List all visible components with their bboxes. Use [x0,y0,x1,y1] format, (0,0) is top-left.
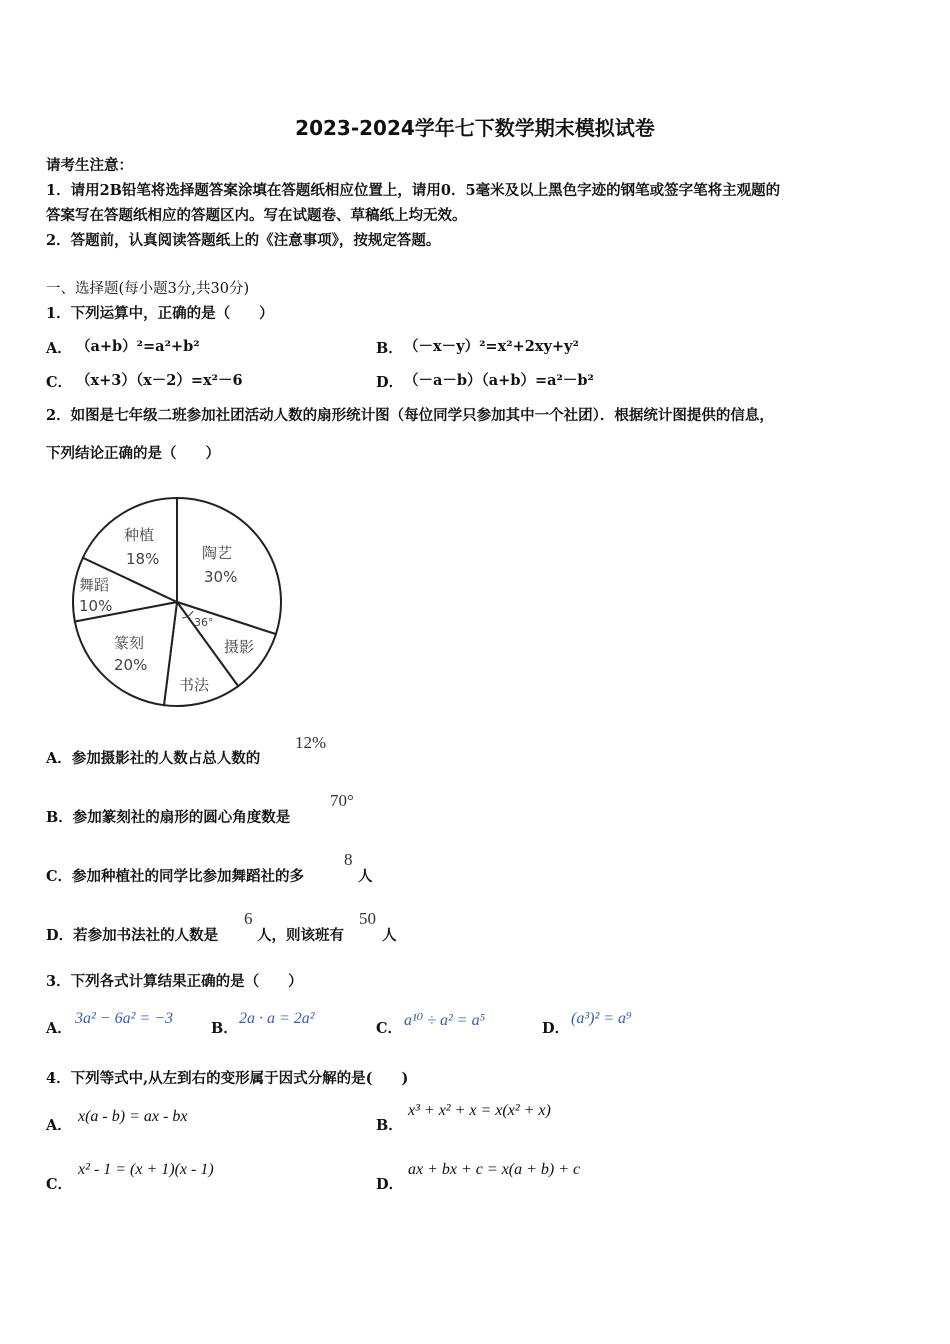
q1-c-label: C． [46,374,73,391]
section-heading: 一、选择题(每小题3分,共30分) [46,281,250,297]
q2-c-tail: 人 [358,868,373,885]
label-zhongzhi-pct: 18% [126,550,160,568]
label-shufa-name: 书法 [179,676,210,694]
q2-option-a: A．参加摄影社的人数占总人数的 [46,750,261,767]
q1-d-text: （－a－b）（a+b）=a²－b² [404,372,594,389]
q1-d-label: D． [376,374,404,391]
label-wudao-name: 舞蹈 [79,576,110,594]
label-zhuanke-name: 篆刻 [114,634,145,652]
label-taoyi-pct: 30% [204,568,238,586]
q2-a-value: 12% [295,733,327,752]
q2-option-c: C．参加种植社的同学比参加舞蹈社的多 [46,868,305,885]
q4-b-expr: x³ + x² + x = x(x² + x) [408,1102,551,1119]
q4-d-expr: ax + bx + c = x(a + b) + c [408,1161,581,1178]
q2-d-value: 6 [244,909,253,928]
q4-d-label: D． [376,1176,404,1193]
q2-option-b: B．参加篆刻社的扇形的圆心角度数是 [46,809,291,826]
label-taoyi-name: 陶艺 [202,544,233,562]
q2-d-tail: 人 [382,927,397,944]
q4-b-label: B． [376,1117,403,1134]
q1-b-label: B． [376,340,403,357]
q2-option-d: D．若参加书法社的人数是 [46,927,219,944]
q4-stem: 4．下列等式中,从左到右的变形属于因式分解的是( ) [46,1070,409,1087]
label-sheying-name: 摄影 [224,638,255,656]
label-zhongzhi-name: 种植 [124,526,155,544]
notice-line2: 2．答题前，认真阅读答题纸上的《注意事项》，按规定答题。 [46,232,441,249]
pie-chart [66,490,296,715]
q3-c-expr: a¹⁰ ÷ a² = a⁵ [404,1012,486,1029]
q2-b-value: 70° [330,791,354,810]
label-wudao-pct: 10% [79,597,113,615]
q2-stem-line1: 2．如图是七年级二班参加社团活动人数的扇形统计图（每位同学只参加其中一个社团）．根据统计图提供的信息， [46,407,774,424]
label-zhuanke-pct: 20% [114,656,148,674]
q3-c-label: C． [376,1020,403,1037]
q2-d-value2: 50 [359,909,376,928]
q3-b-expr: 2a · a = 2a² [239,1010,315,1027]
q3-stem: 3．下列各式计算结果正确的是（ ） [46,973,303,990]
q3-a-label: A． [46,1020,72,1037]
q1-a-label: A． [46,340,72,357]
q1-stem: 1．下列运算中，正确的是（ ） [46,305,274,322]
q3-a-expr: 3a² − 6a² = −3 [75,1010,173,1027]
q3-d-expr: (a³)² = a⁹ [571,1010,632,1027]
q3-b-label: B． [211,1020,238,1037]
q2-stem-line2: 下列结论正确的是（ ） [46,445,220,462]
notice-line1b: 答案写在答题纸相应的答题区内。写在试题卷、草稿纸上均无效。 [46,207,467,224]
q3-d-label: D． [542,1020,570,1037]
q2-d-mid: 人，则该班有 [257,927,344,944]
angle-annotation: 36° [194,616,214,629]
q4-c-label: C． [46,1176,73,1193]
notice-heading: 请考生注意： [46,157,133,174]
q4-a-label: A． [46,1117,72,1134]
q4-c-expr: x² - 1 = (x + 1)(x - 1) [78,1161,214,1178]
q1-a-text: （a+b）²=a²+b² [76,338,200,355]
notice-line1a: 1．请用2B铅笔将选择题答案涂填在答题纸相应位置上，请用0．5毫米及以上黑色字迹的钢笔或签字笔将主观题的 [46,182,781,199]
page-title: 2023-2024学年七下数学期末模拟试卷 [295,116,655,140]
q2-c-value: 8 [344,850,353,869]
q1-c-text: （x+3）（x－2）=x²－6 [76,372,243,389]
q4-a-expr: x(a - b) = ax - bx [78,1108,188,1125]
q1-b-text: （－x－y）²=x²+2xy+y² [404,338,579,355]
